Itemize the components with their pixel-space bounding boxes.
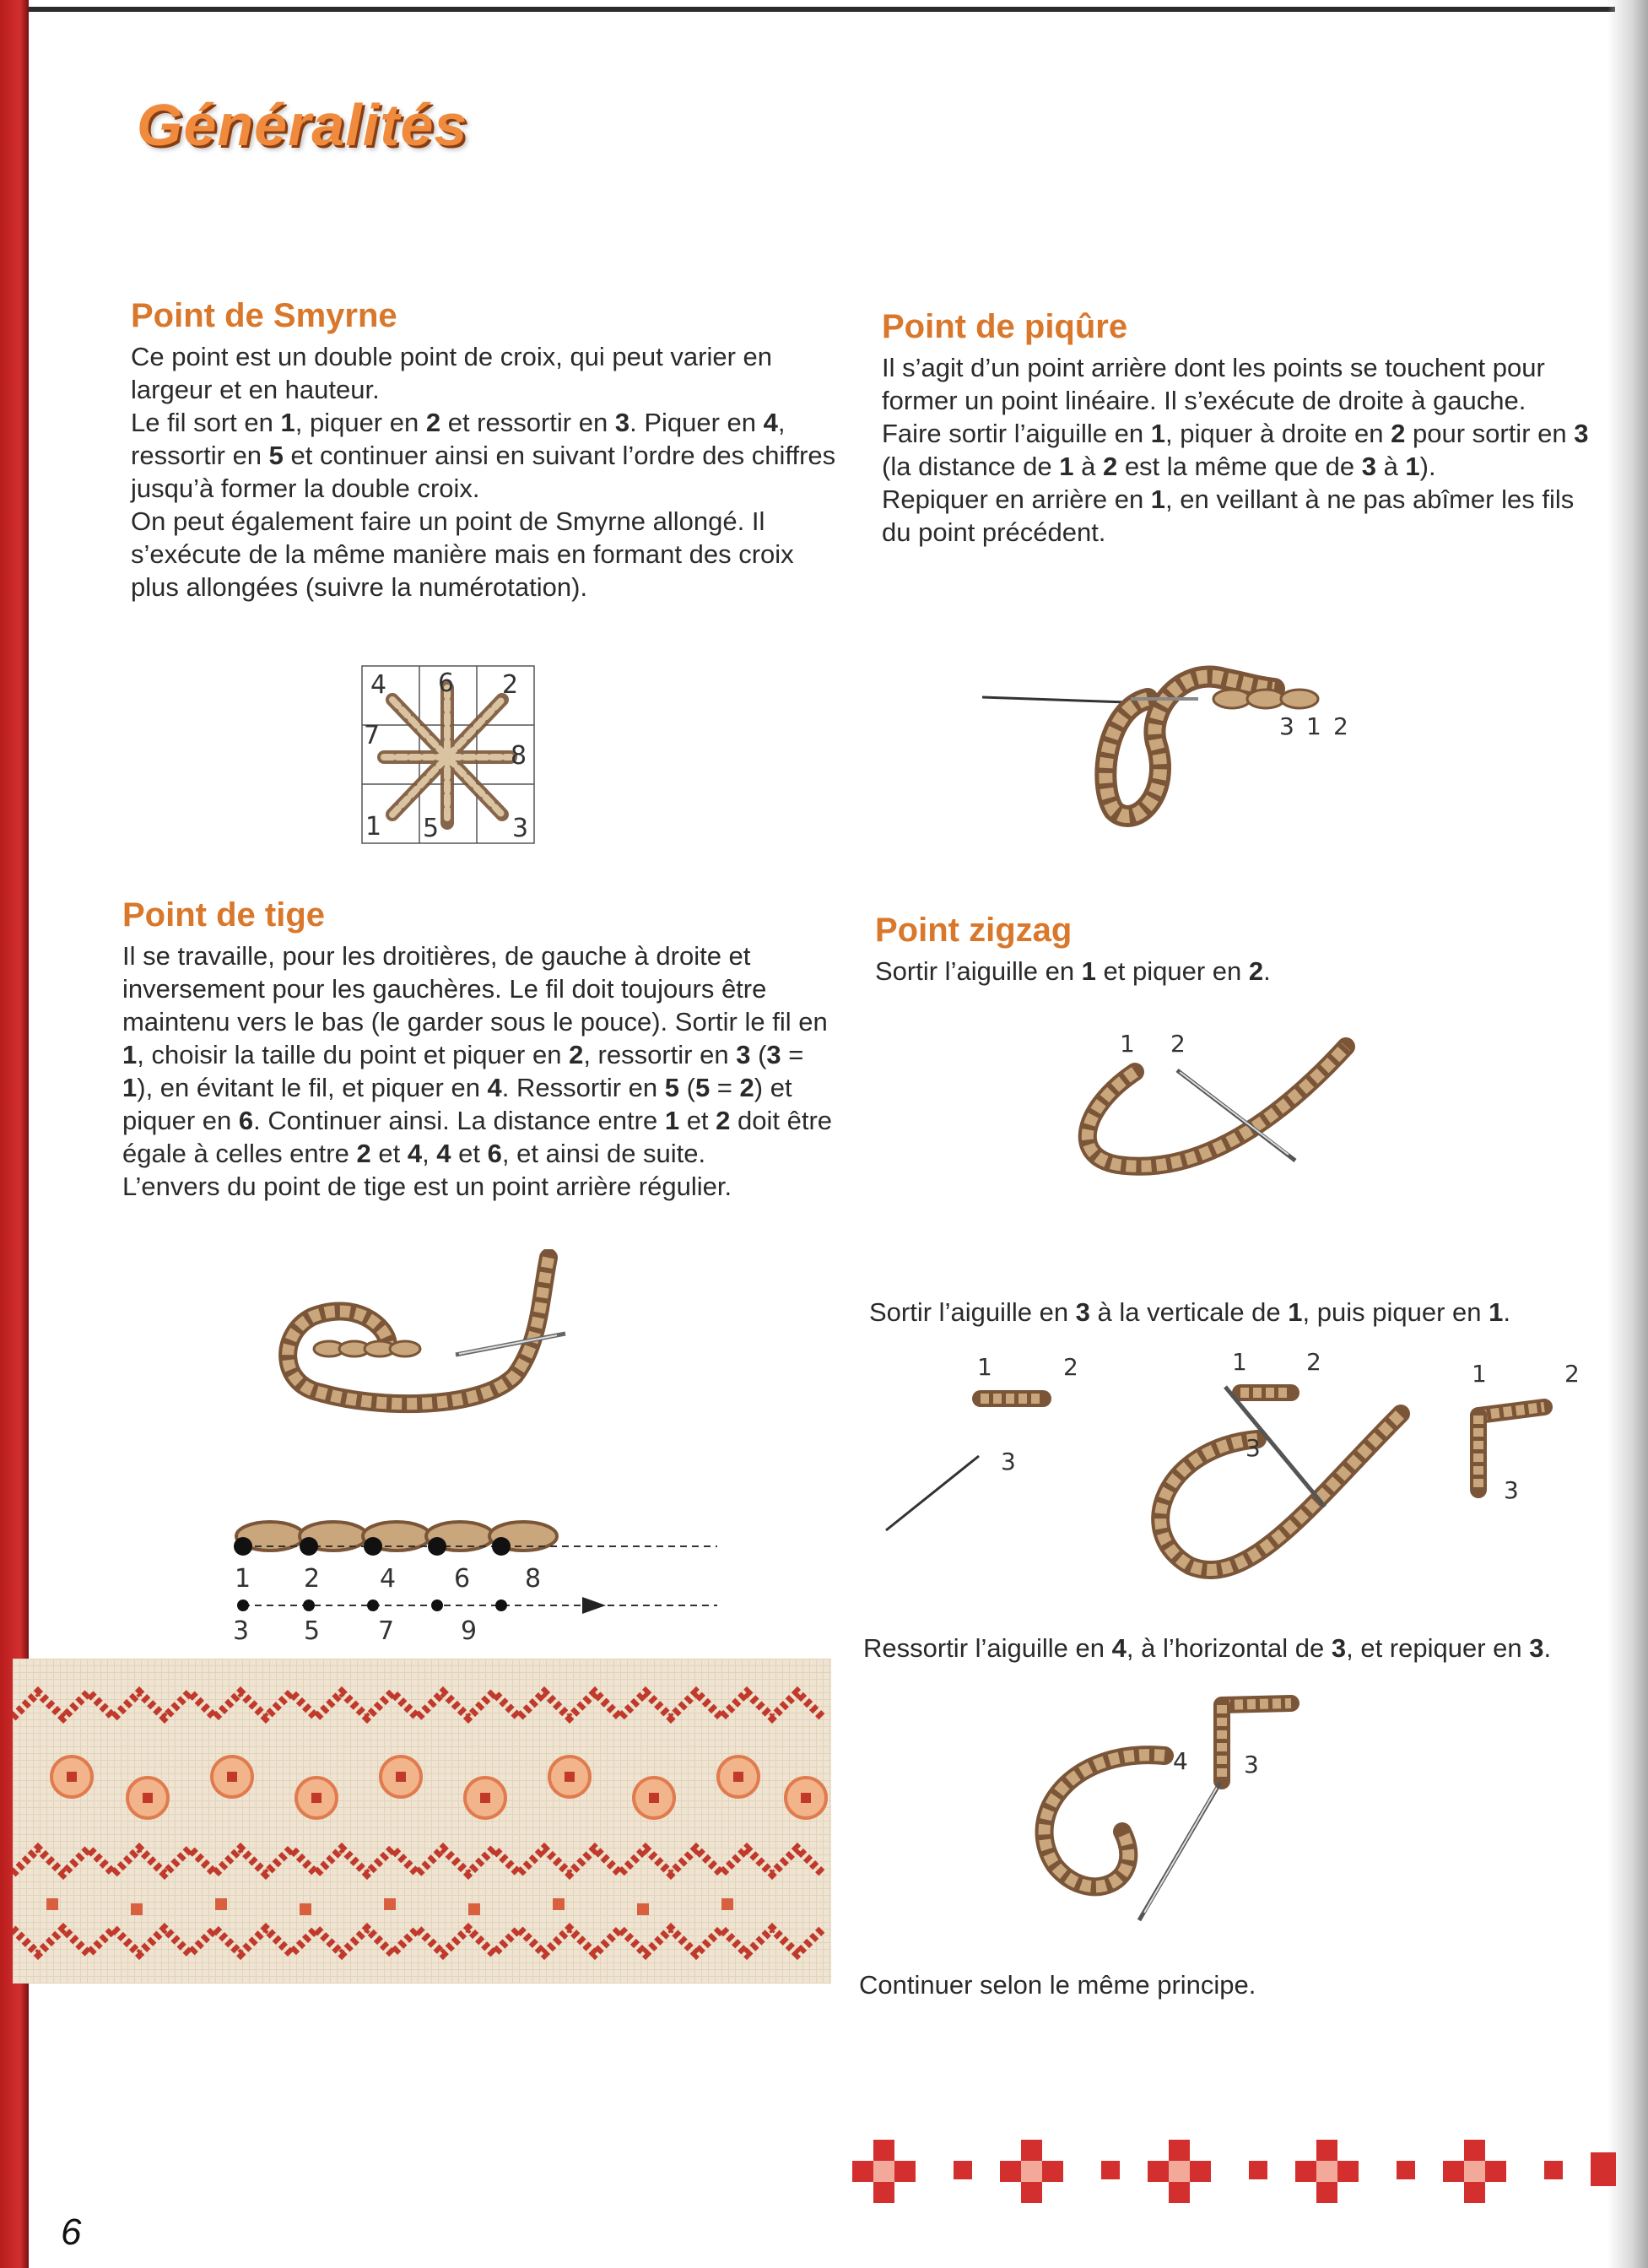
zigzag-step1-label: 1 bbox=[1120, 1030, 1135, 1058]
zigzag-step2b-label: 1 bbox=[1232, 1348, 1247, 1376]
piqure-label: 3 bbox=[1279, 712, 1294, 740]
piqure-diagram bbox=[979, 650, 1375, 836]
zigzag-step1-diagram bbox=[1067, 1021, 1371, 1190]
piqure-paragraph-1: Il s’agit d’un point arrière dont les points se touchent pour former un point linéaire. Il s’exécute de droite à gauche. bbox=[882, 353, 1545, 415]
smyrne-label: 5 bbox=[423, 814, 440, 843]
zigzag-step-2: Sortir l’aiguille en 3 à la verticale de 1, puis piquer en 1. bbox=[869, 1297, 1510, 1327]
smyrne-paragraph-3: On peut également faire un point de Smyrne allongé. Il s’exécute de la même manière mais en formant des croix plus allongées (suivre la numérotation). bbox=[131, 506, 794, 602]
page-number: 6 bbox=[61, 2211, 82, 2253]
zigzag-step3-diagram bbox=[1021, 1688, 1308, 1933]
piqure-paragraph-3: Repiquer en arrière en 1, en veillant à ne pas abîmer les fils du point précédent. bbox=[882, 484, 1575, 547]
smyrne-label: 6 bbox=[438, 668, 455, 698]
smyrne-label: 2 bbox=[502, 670, 519, 700]
tige-paragraph-2: L’envers du point de tige est un point arrière régulier. bbox=[122, 1172, 732, 1201]
smyrne-label: 4 bbox=[370, 670, 387, 700]
tige-bottom-label: 9 bbox=[461, 1616, 478, 1646]
smyrne-paragraph-2: Le fil sort en 1, piquer en 2 et ressortir en 3. Piquer en 4, ressortir en 5 et continuer ainsi en suivant l’ordre des chiffres jusqu’à former la double croix. bbox=[131, 408, 836, 503]
zigzag-step-3: Ressortir l’aiguille en 4, à l’horizontal de 3, et repiquer en 3. bbox=[863, 1633, 1552, 1663]
smyrne-diagram bbox=[359, 663, 540, 848]
tige-top-label: 1 bbox=[235, 1564, 251, 1594]
section-title-smyrne: Point de Smyrne bbox=[131, 297, 397, 334]
zigzag-step2c-label: 3 bbox=[1504, 1476, 1519, 1504]
tige-top-label: 6 bbox=[454, 1564, 471, 1594]
binding-shadow bbox=[1607, 0, 1648, 2268]
tige-bottom-label: 5 bbox=[304, 1616, 321, 1646]
zigzag-step2a-label: 1 bbox=[977, 1353, 992, 1381]
smyrne-label: 1 bbox=[365, 812, 382, 842]
section-smyrne bbox=[131, 297, 848, 604]
zigzag-step2a-label: 3 bbox=[1001, 1448, 1016, 1475]
smyrne-label: 3 bbox=[512, 814, 529, 843]
zigzag-step3-label: 4 bbox=[1173, 1747, 1188, 1775]
smyrne-label: 8 bbox=[511, 741, 527, 771]
section-title-piqure: Point de piqûre bbox=[882, 308, 1128, 345]
tige-diagram-line bbox=[228, 1502, 726, 1646]
decorative-stitch-border bbox=[852, 2131, 1633, 2216]
zigzag-step2-diagram bbox=[878, 1346, 1603, 1600]
zigzag-step2c-label: 2 bbox=[1564, 1360, 1580, 1388]
zigzag-step-4: Continuer selon le même principe. bbox=[859, 1970, 1256, 2000]
smyrne-label: 7 bbox=[364, 721, 381, 750]
section-zigzag bbox=[875, 912, 1584, 988]
tige-top-label: 8 bbox=[525, 1564, 542, 1594]
section-tige bbox=[122, 896, 840, 1203]
embroidery-sample-photo bbox=[13, 1659, 831, 1984]
zigzag-step-1: Sortir l’aiguille en 1 et piquer en 2. bbox=[875, 956, 1271, 986]
tige-top-label: 2 bbox=[304, 1564, 321, 1594]
tige-paragraph-1: Il se travaille, pour les droitières, de gauche à droite et inversement pour les gauchères. Le fil doit toujours être maintenu vers le bas (le garder sous le pouce). Sortir le fil en 1, choisir la taille du point et piquer en 2, ressortir en 3 (3 = 1), en évitant le fil, et piquer en 4. Ressortir en 5 (5 = 2) et piquer en 6. Continuer ainsi. La distance entre 1 et 2 doit être égale à celles entre 2 et 4, 4 et 6, et ainsi de suite. bbox=[122, 941, 833, 1168]
piqure-label: 1 bbox=[1306, 712, 1321, 740]
tige-diagram-loop bbox=[262, 1249, 582, 1418]
piqure-paragraph-2: Faire sortir l’aiguille en 1, piquer à droite en 2 pour sortir en 3 (la distance de 1 à 2 est la même que de 3 à 1). bbox=[882, 419, 1589, 481]
section-title-tige: Point de tige bbox=[122, 896, 325, 934]
piqure-label: 2 bbox=[1333, 712, 1348, 740]
zigzag-step3-label: 3 bbox=[1244, 1751, 1259, 1778]
smyrne-paragraph-1: Ce point est un double point de croix, qui peut varier en largeur et en hauteur. bbox=[131, 342, 772, 404]
zigzag-step2b-label: 3 bbox=[1245, 1434, 1261, 1462]
section-piqure bbox=[882, 308, 1591, 549]
section-title-zigzag: Point zigzag bbox=[875, 912, 1073, 949]
zigzag-step1-label: 2 bbox=[1170, 1030, 1186, 1058]
zigzag-step2b-label: 2 bbox=[1306, 1348, 1321, 1376]
zigzag-step2a-label: 2 bbox=[1063, 1353, 1078, 1381]
tige-bottom-label: 3 bbox=[233, 1616, 250, 1646]
zigzag-step2c-label: 1 bbox=[1472, 1360, 1487, 1388]
tige-top-label: 4 bbox=[380, 1564, 397, 1594]
top-rule bbox=[29, 7, 1615, 12]
tige-bottom-label: 7 bbox=[378, 1616, 395, 1646]
page-title: Généralités bbox=[137, 92, 468, 158]
